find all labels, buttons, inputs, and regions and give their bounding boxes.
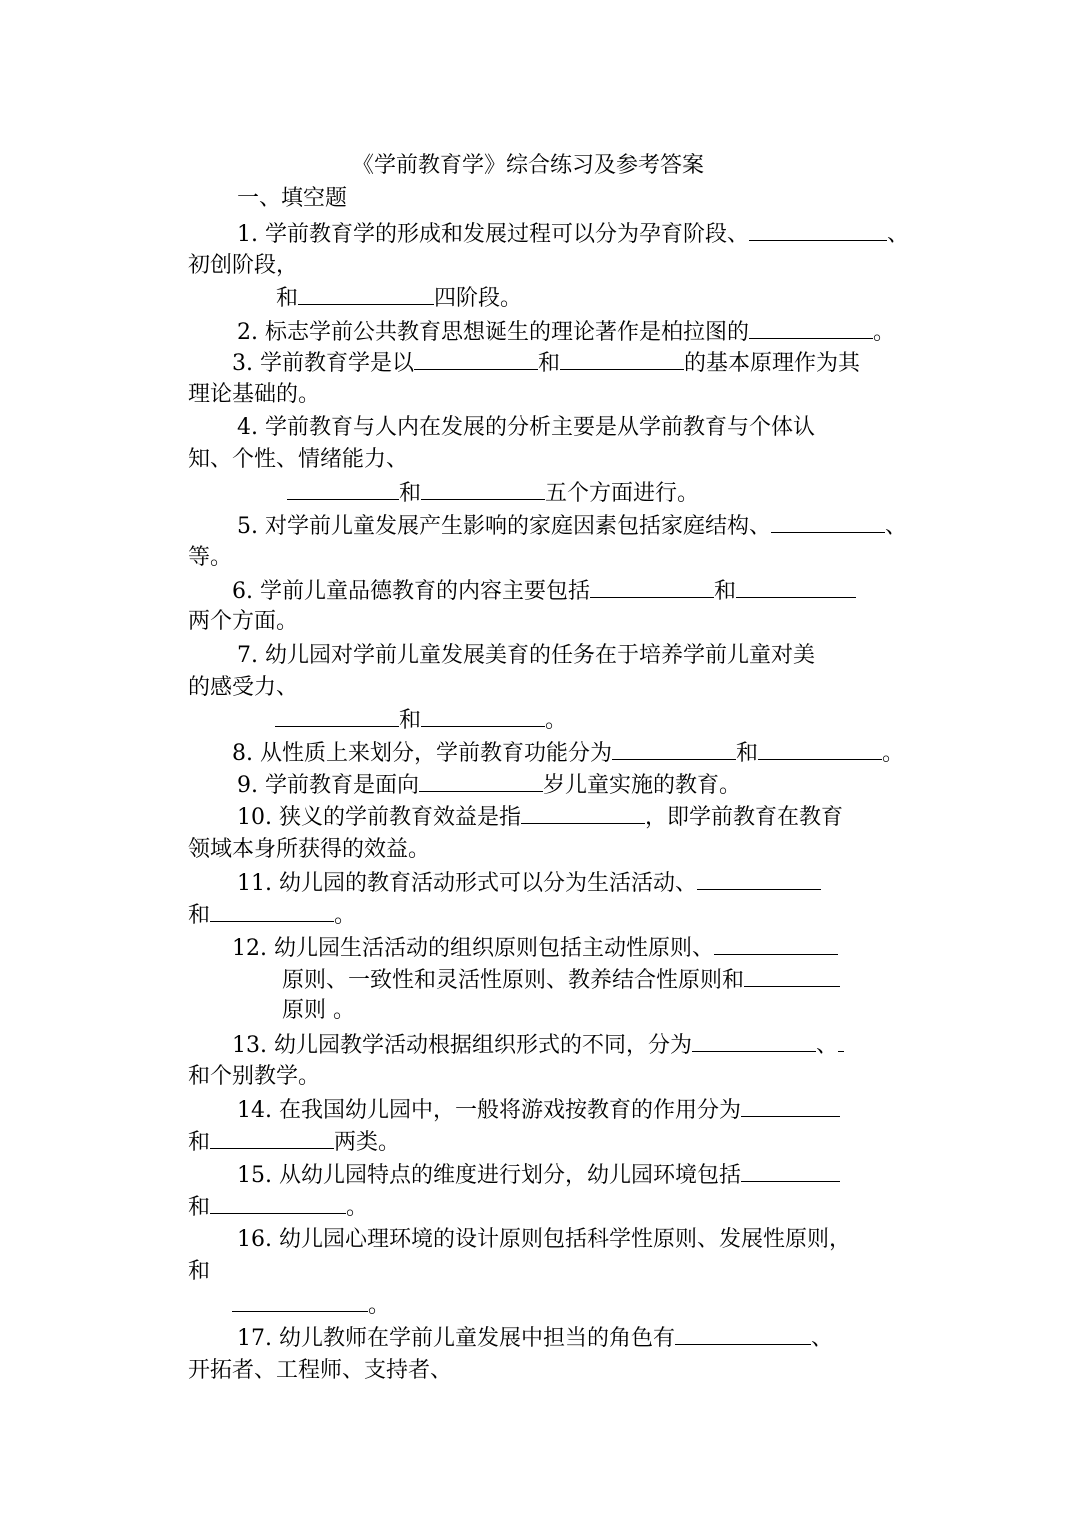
- answer-blank[interactable]: [521, 801, 645, 824]
- q4-text: 五个方面进行。: [545, 481, 700, 506]
- q8-text: 8. 从性质上来划分，学前教育功能分为: [232, 741, 612, 766]
- question-3-cont: [188, 379, 320, 411]
- q16-text: 16. 幼儿园心理环境的设计原则包括科学性原则、发展性原则，: [237, 1227, 851, 1252]
- question-1-cont: [188, 250, 298, 282]
- question-9: [237, 769, 741, 802]
- q11-text: 。: [334, 903, 357, 928]
- question-5: [237, 510, 907, 543]
- answer-blank[interactable]: [210, 1126, 334, 1149]
- question-16-cont: [232, 1289, 390, 1322]
- answer-blank[interactable]: [697, 867, 821, 890]
- question-12-cont: [282, 964, 840, 997]
- q14-text: 14. 在我国幼儿园中，一般将游戏按教育的作用分为: [237, 1098, 741, 1123]
- q13-text: 13. 幼儿园教学活动根据组织形式的不同，分为: [232, 1033, 692, 1058]
- q15-text: 15. 从幼儿园特点的维度进行划分，幼儿园环境包括: [237, 1163, 741, 1188]
- q6-text: 两个方面。: [188, 609, 299, 634]
- q11-text: 11. 幼儿园的教育活动形式可以分为生活活动、: [237, 871, 697, 896]
- question-13-cont: [188, 1061, 320, 1093]
- question-7-cont: [275, 704, 567, 737]
- question-3: [232, 347, 860, 380]
- q9-text: 岁儿童实施的教育。: [542, 773, 741, 798]
- q10-text: 10. 狭义的学前教育效益是指: [237, 805, 521, 830]
- question-10: [237, 801, 843, 834]
- question-5-cont: [188, 542, 232, 574]
- answer-blank[interactable]: [771, 510, 885, 533]
- answer-blank[interactable]: [612, 737, 736, 760]
- question-17: [237, 1322, 833, 1355]
- q1-text: 四阶段。: [434, 286, 523, 311]
- q7-text: 7. 幼儿园对学前儿童发展美育的任务在于培养学前儿童对美: [237, 643, 815, 668]
- question-13: [232, 1029, 844, 1062]
- question-8: [232, 737, 904, 770]
- q16-text: 和: [188, 1259, 211, 1284]
- answer-blank[interactable]: [298, 282, 434, 305]
- q13-text: 和个别教学。: [188, 1064, 321, 1089]
- section-heading: 一、填空题: [237, 186, 348, 211]
- q12-text: 原则、一致性和灵活性原则、教养结合性原则和: [282, 968, 745, 993]
- q5-text: 5. 对学前儿童发展产生影响的家庭因素包括家庭结构、: [237, 514, 771, 539]
- question-11-cont: [188, 899, 356, 932]
- answer-blank[interactable]: [414, 347, 538, 370]
- answer-blank[interactable]: [692, 1029, 816, 1052]
- q4-text: 知、个性、情绪能力、: [188, 447, 409, 472]
- q8-text: 和: [736, 741, 759, 766]
- answer-blank[interactable]: [741, 1094, 840, 1117]
- question-4: [237, 412, 815, 444]
- q4-text: 和: [399, 481, 422, 506]
- answer-blank[interactable]: [744, 964, 840, 987]
- q6-text: 6. 学前儿童品德教育的内容主要包括: [232, 579, 590, 604]
- question-10-cont: [188, 834, 430, 866]
- answer-blank[interactable]: [749, 218, 887, 241]
- answer-blank[interactable]: [758, 737, 882, 760]
- q12-text: 12. 幼儿园生活活动的组织原则包括主动性原则、: [232, 936, 714, 961]
- question-12-cont: [282, 995, 355, 1027]
- document-title: 《学前教育学》综合练习及参考答案: [352, 153, 705, 178]
- q4-text: 4. 学前教育与人内在发展的分析主要是从学前教育与个体认: [237, 415, 815, 440]
- question-7: [237, 640, 815, 672]
- question-14: [237, 1094, 840, 1127]
- question-6-cont: [188, 606, 298, 638]
- q14-text: 两类。: [334, 1130, 401, 1155]
- q5-text: 、: [885, 514, 908, 539]
- answer-blank[interactable]: [210, 899, 334, 922]
- q3-text: 理论基础的。: [188, 382, 321, 407]
- answer-blank[interactable]: [275, 704, 399, 727]
- q5-text: 等。: [188, 545, 233, 570]
- question-16: [237, 1224, 851, 1256]
- q16-text: 。: [368, 1293, 391, 1318]
- q9-text: 9. 学前教育是面向: [237, 773, 419, 798]
- q2-text: 。: [873, 320, 896, 345]
- q2-text: 2. 标志学前公共教育思想诞生的理论著作是柏拉图的: [237, 320, 749, 345]
- q1-text: 、: [887, 222, 910, 247]
- answer-blank[interactable]: [675, 1322, 811, 1345]
- question-11: [237, 867, 821, 900]
- question-15-cont: [188, 1191, 368, 1224]
- answer-blank[interactable]: [421, 704, 545, 727]
- answer-blank[interactable]: [287, 477, 399, 500]
- answer-blank[interactable]: [714, 932, 838, 955]
- q17-text: 、: [810, 1326, 833, 1351]
- q6-text: 和: [714, 579, 737, 604]
- answer-blank[interactable]: [232, 1289, 368, 1312]
- answer-blank[interactable]: [838, 1029, 844, 1052]
- question-14-cont: [188, 1126, 400, 1159]
- answer-blank[interactable]: [590, 575, 714, 598]
- question-4-cont: [188, 444, 408, 476]
- q3-text: 3. 学前教育学是以: [232, 351, 414, 376]
- q8-text: 。: [882, 741, 905, 766]
- answer-blank[interactable]: [210, 1191, 346, 1214]
- q15-text: 和: [188, 1195, 211, 1220]
- q7-text: 和: [399, 708, 422, 733]
- question-16-cont: [188, 1256, 210, 1288]
- q15-text: 。: [346, 1195, 369, 1220]
- q1-text: 和: [276, 286, 299, 311]
- answer-blank[interactable]: [421, 477, 545, 500]
- q10-text: ，即学前教育在教育: [644, 805, 843, 830]
- q12-text: 原则 。: [282, 998, 355, 1023]
- q1-text: 1. 学前教育学的形成和发展过程可以分为孕育阶段、: [237, 222, 749, 247]
- q7-text: 的感受力、: [188, 675, 299, 700]
- q11-text: 和: [188, 903, 211, 928]
- q14-text: 和: [188, 1130, 211, 1155]
- question-1-cont: [276, 282, 522, 315]
- q17-text: 开拓者、工程师、支持者、: [188, 1358, 453, 1383]
- question-6: [232, 575, 856, 608]
- answer-blank[interactable]: [749, 316, 873, 339]
- answer-blank[interactable]: [419, 769, 543, 792]
- question-12: [232, 932, 838, 965]
- answer-blank[interactable]: [560, 347, 684, 370]
- q3-text: 的基本原理作为其: [684, 351, 861, 376]
- q10-text: 领域本身所获得的效益。: [188, 837, 431, 862]
- q7-text: 。: [545, 708, 568, 733]
- question-4-cont: [287, 477, 699, 510]
- question-1: [237, 218, 909, 251]
- question-2: [237, 316, 895, 349]
- answer-blank[interactable]: [736, 575, 856, 598]
- question-7-cont: [188, 672, 298, 704]
- q13-text: 、: [815, 1033, 838, 1058]
- q17-text: 17. 幼儿教师在学前儿童发展中担当的角色有: [237, 1326, 675, 1351]
- question-15: [237, 1159, 840, 1192]
- q1-text: 初创阶段，: [188, 253, 299, 278]
- question-17-cont: [188, 1355, 452, 1387]
- q3-text: 和: [537, 351, 560, 376]
- answer-blank[interactable]: [741, 1159, 840, 1182]
